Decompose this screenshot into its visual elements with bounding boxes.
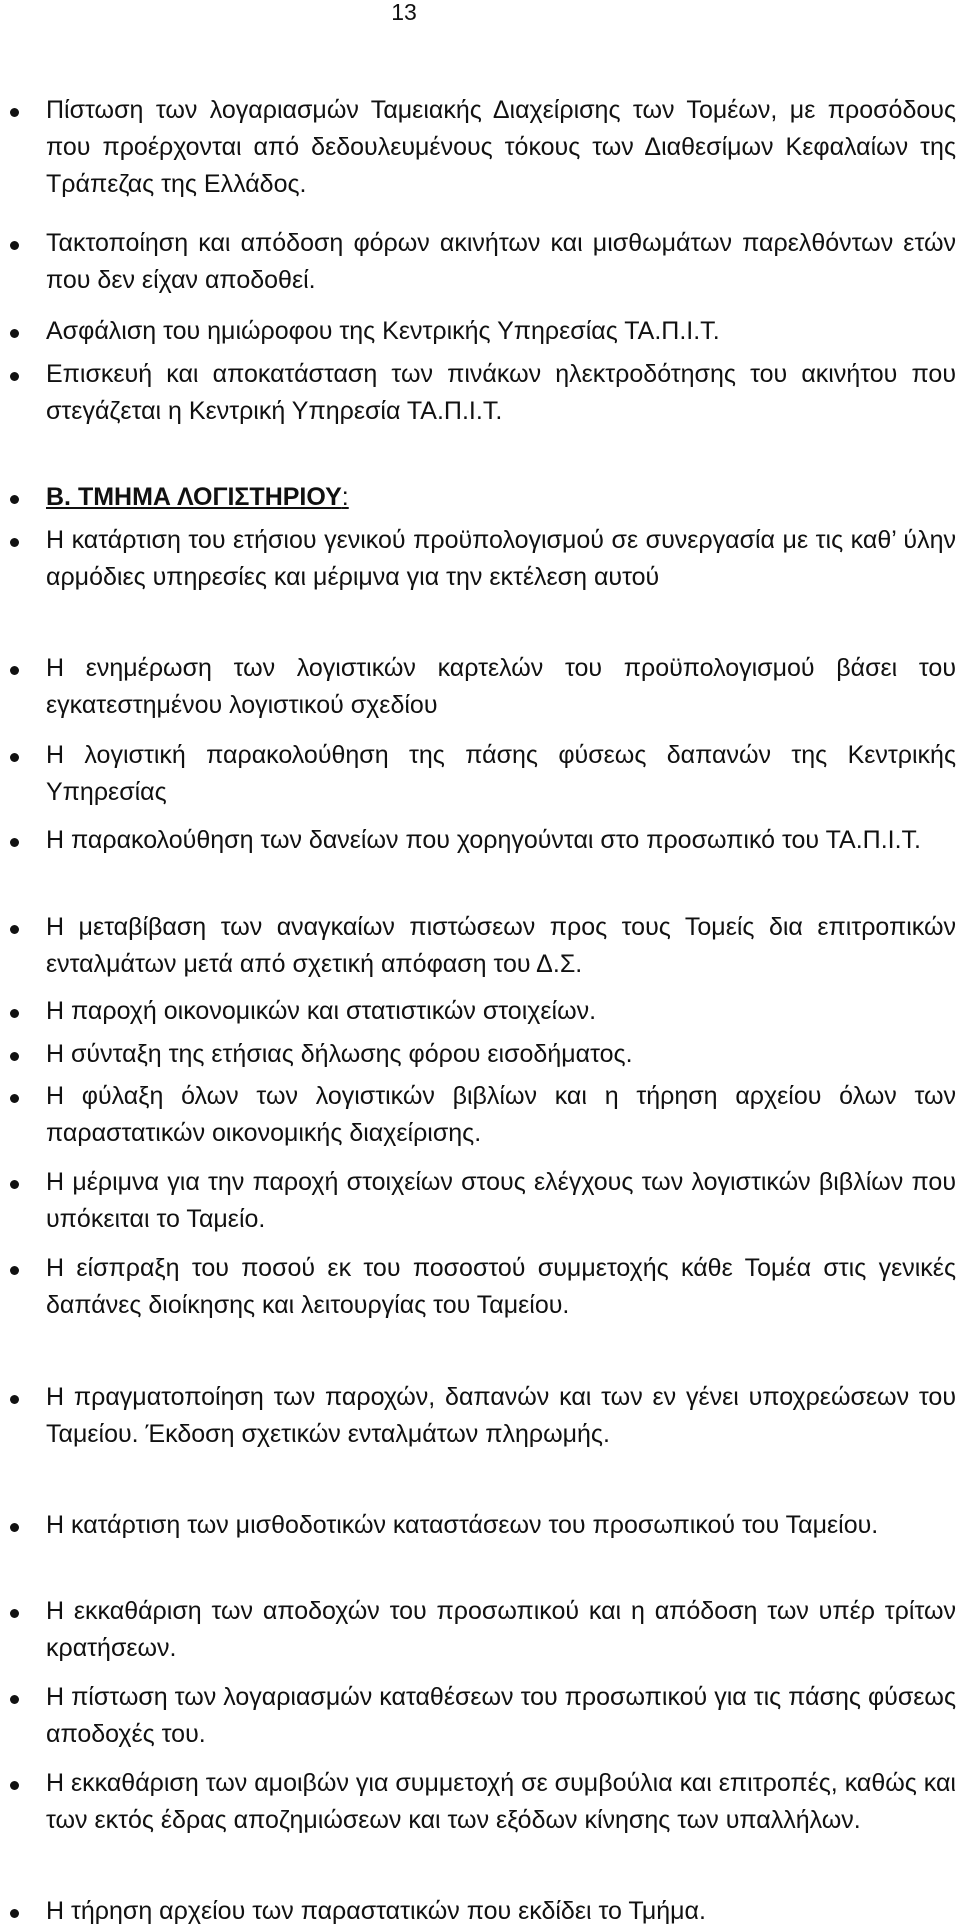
- list-item-text: Επισκευή και αποκατάσταση των πινάκων ηλεκτροδότησης του ακινήτου που στεγάζεται η Κεντρική Υπηρεσία ΤΑ.Π.Ι.Τ.: [46, 360, 956, 425]
- list-item-text: Η μέριμνα για την παροχή στοιχείων στους ελέγχους των λογιστικών βιβλίων που υπόκειται το Ταμείο.: [46, 1168, 956, 1233]
- list-item: [46, 993, 956, 1030]
- list-item-text: Η κατάρτιση των μισθοδοτικών καταστάσεων του προσωπικού του Ταμείου.: [46, 1511, 879, 1539]
- bullet-icon: [10, 108, 19, 117]
- list-item: [46, 1078, 956, 1152]
- list-item-text: Ασφάλιση του ημιώροφου της Κεντρικής Υπηρεσίας ΤΑ.Π.Ι.Τ.: [46, 317, 720, 345]
- section-heading-text: Β. ΤΜΗΜΑ ΛΟΓΙΣΤΗΡΙΟΥ: [46, 483, 342, 511]
- list-item: [46, 1379, 956, 1453]
- list-item: [46, 92, 956, 203]
- list-item-text: Η εκκαθάριση των αποδοχών του προσωπικού και η απόδοση των υπέρ τρίτων κρατήσεων.: [46, 1597, 956, 1662]
- list-item: [46, 909, 956, 983]
- list-item-text: Η σύνταξη της ετήσιας δήλωσης φόρου εισοδήματος.: [46, 1040, 633, 1068]
- section-heading-colon: :: [341, 483, 349, 511]
- bullet-icon: [10, 1052, 19, 1061]
- bullet-icon: [10, 1395, 19, 1404]
- bullet-icon: [10, 495, 19, 504]
- section-heading: [46, 479, 956, 516]
- list-item-text: Η πίστωση των λογαριασμών καταθέσεων του προσωπικού για τις πάσης φύσεως αποδοχές του.: [46, 1683, 956, 1748]
- list-item-text: Η πραγματοποίηση των παροχών, δαπανών και των εν γένει υποχρεώσεων του Ταμείου. Έκδοση σχετικών ενταλμάτων πληρωμής.: [46, 1383, 956, 1448]
- bullet-icon: [10, 1781, 19, 1790]
- bullet-icon: [10, 538, 19, 547]
- list-item-text: Η τήρηση αρχείου των παραστατικών που εκδίδει το Τμήμα.: [46, 1897, 706, 1925]
- list-item: [46, 737, 956, 811]
- list-item: [46, 522, 956, 596]
- list-item-text: Η παρακολούθηση των δανείων που χορηγούνται στο προσωπικό του ΤΑ.Π.Ι.Τ.: [46, 826, 921, 854]
- bullet-icon: [10, 372, 19, 381]
- bullet-icon: [10, 753, 19, 762]
- bullet-icon: [10, 1909, 19, 1918]
- list-item: [46, 1893, 956, 1930]
- bullet-icon: [10, 925, 19, 934]
- list-item-text: Η ενημέρωση των λογιστικών καρτελών του προϋπολογισμού βάσει του εγκατεστημένου λογιστικού σχεδίου: [46, 654, 956, 719]
- list-item: [46, 1765, 956, 1839]
- list-item: [46, 1507, 956, 1544]
- list-item-text: Η είσπραξη του ποσού εκ του ποσοστού συμμετοχής κάθε Τομέα στις γενικές δαπάνες διοίκησης και λειτουργίας του Ταμείου.: [46, 1254, 956, 1319]
- list-item: [46, 1250, 956, 1324]
- list-item-text: Η μεταβίβαση των αναγκαίων πιστώσεων προς τους Τομείς δια επιτροπικών ενταλμάτων μετά από σχετική απόφαση του Δ.Σ.: [46, 913, 956, 978]
- list-item-text: Η φύλαξη όλων των λογιστικών βιβλίων και η τήρηση αρχείου όλων των παραστατικών οικονομικής διαχείρισης.: [46, 1082, 956, 1147]
- list-item-text: Πίστωση των λογαριασμών Ταμειακής Διαχείρισης των Τομέων, με προσόδους που προέρχονται από δεδουλευμένους τόκους των Διαθεσίμων Κεφαλαίων της Τράπεζας της Ελλάδος.: [46, 96, 956, 198]
- bullet-icon: [10, 666, 19, 675]
- bullet-icon: [10, 1094, 19, 1103]
- list-item-text: Τακτοποίηση και απόδοση φόρων ακινήτων και μισθωμάτων παρελθόντων ετών που δεν είχαν αποδοθεί.: [46, 229, 956, 294]
- bullet-icon: [10, 838, 19, 847]
- bullet-icon: [10, 1180, 19, 1189]
- list-item-text: Η λογιστική παρακολούθηση της πάσης φύσεως δαπανών της Κεντρικής Υπηρεσίας: [46, 741, 956, 806]
- list-item: [46, 313, 956, 350]
- bullet-icon: [10, 1523, 19, 1532]
- bullet-icon: [10, 1609, 19, 1618]
- list-item: [46, 225, 956, 299]
- list-item: [46, 1593, 956, 1667]
- list-item: [46, 356, 956, 430]
- bullet-icon: [10, 241, 19, 250]
- list-item-text: Η παροχή οικονομικών και στατιστικών στοιχείων.: [46, 997, 597, 1025]
- bullet-icon: [10, 329, 19, 338]
- page-number: 13: [391, 0, 417, 25]
- list-item-text: Η εκκαθάριση των αμοιβών για συμμετοχή σε συμβούλια και επιτροπές, καθώς και των εκτός έδρας αποζημιώσεων και των εξόδων κίνησης των υπαλλήλων.: [46, 1769, 956, 1834]
- bullet-icon: [10, 1266, 19, 1275]
- list-item: [46, 1679, 956, 1753]
- bullet-icon: [10, 1009, 19, 1018]
- list-item-text: Η κατάρτιση του ετήσιου γενικού προϋπολογισμού σε συνεργασία με τις καθ’ ύλην αρμόδιες υπηρεσίες και μέριμνα για την εκτέλεση αυτού: [46, 526, 956, 591]
- list-item: [46, 1036, 956, 1073]
- list-item: [46, 1164, 956, 1238]
- bullet-icon: [10, 1695, 19, 1704]
- list-item: [46, 650, 956, 724]
- list-item: [46, 822, 956, 859]
